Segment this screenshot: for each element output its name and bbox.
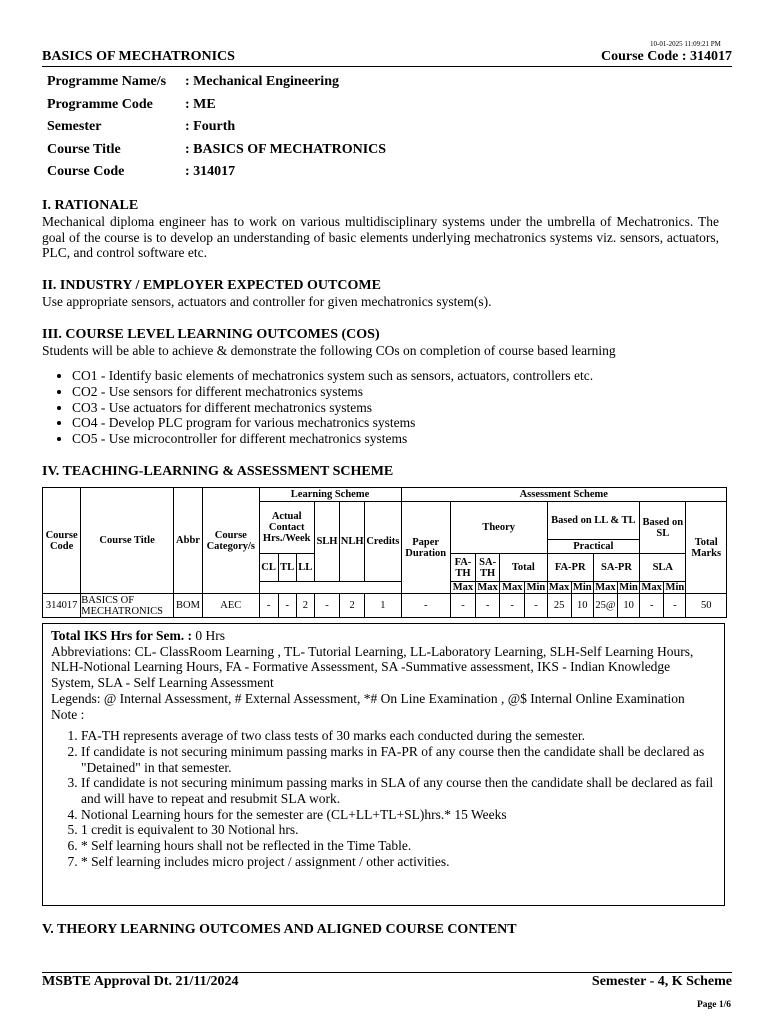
page-footer [42, 972, 732, 990]
timestamp: 10-01-2025 11:09:21 PM [650, 40, 721, 48]
footer-approval: MSBTE Approval Dt. 21/11/2024 [42, 974, 239, 989]
info-row [47, 94, 386, 117]
cos-intro: Students will be able to achieve & demonstrate the following COs on completion of course based learning [42, 343, 616, 358]
th-fa-th: FA-TH [450, 554, 475, 582]
cos-list [42, 368, 593, 447]
course-info [47, 71, 386, 184]
th-based-ll-tl: Based on LL & TL [547, 502, 640, 540]
industry-text: Use appropriate sensors, actuators and controller for given mechatronics system(s). [42, 294, 492, 309]
th-ll: LL [296, 554, 314, 582]
iks-label: Total IKS Hrs for Sem. : [51, 628, 193, 643]
co-item: • CO2 - Use sensors for different mechatronics systems [72, 384, 593, 400]
cell: - [664, 594, 686, 618]
info-key: Course Code [47, 164, 125, 180]
co-item: • CO3 - Use actuators for different mechatronics systems [72, 400, 593, 416]
abbreviations: Abbreviations: CL- ClassRoom Learning , TL- Tutorial Learning, LL-Laboratory Learning, SLH-Self Learning Hours, NLH-Notional Learning Hours, FA - Formative Assessment, SA -Summative assessment, IKS - Indian Knowledge System, SLA - Self Learning Assessment [51, 643, 694, 691]
note-item: 4. Notional Learning hours for the semester are (CL+LL+TL+SL)hrs.* 15 Weeks [81, 807, 716, 823]
note-item: 5. 1 credit is equivalent to 30 Notional hrs. [81, 822, 716, 838]
cell: 25@ [593, 594, 617, 618]
th-max: Max [450, 582, 475, 594]
cell: 50 [686, 594, 727, 618]
cell: BASICS OF MECHATRONICS [81, 594, 174, 618]
th-learning-scheme: Learning Scheme [259, 488, 401, 502]
co-item: • CO4 - Develop PLC program for various mechatronics systems [72, 415, 593, 431]
th-min: Min [572, 582, 592, 593]
th-paper-duration: Paper Duration [401, 502, 450, 594]
info-key: Course Title [47, 141, 121, 157]
section-scheme-title: IV. TEACHING-LEARNING & ASSESSMENT SCHEME [42, 464, 394, 479]
th-assessment-scheme: Assessment Scheme [401, 488, 726, 502]
notes-box [42, 623, 725, 906]
scheme-table [42, 487, 727, 618]
th-based-sl: Based on SL [640, 502, 686, 554]
note-label: Note : [51, 706, 85, 722]
cell: - [314, 594, 339, 618]
th-blank [259, 582, 401, 594]
th-tl: TL [278, 554, 296, 582]
info-row [47, 161, 386, 184]
cell: - [500, 594, 525, 618]
th-abbr: Abbr [173, 488, 202, 594]
note-item: 2. If candidate is not securing minimum passing marks in FA-PR of any course then the candidate shall be declared as "Detained" in that semester. [81, 744, 716, 775]
th-min: Min [665, 582, 685, 593]
info-row [47, 116, 386, 139]
cell: 2 [296, 594, 314, 618]
iks-value: 0 Hrs [192, 628, 226, 643]
th-max: Max [595, 582, 616, 593]
header-course-name: BASICS OF MECHATRONICS [42, 49, 235, 64]
note-item: 3. If candidate is not securing minimum passing marks in SLA of any course then the candidate shall be declared as fail and will have to repeat and resubmit SLA work. [81, 775, 716, 806]
info-key: Programme Code [47, 96, 153, 112]
th-sla: SLA [640, 554, 686, 582]
info-value: : 314017 [185, 164, 236, 180]
th-course-title: Course Title [81, 488, 174, 594]
rationale-text: Mechanical diploma engineer has to work on various multidisciplinary systems under the umbrella of Mechatronics. The goal of the course is to develop an understanding of basic elements underlying mechatronics systems viz. sensors, actuators, PLC, and control software etc. [42, 214, 719, 261]
th-max: Max [641, 582, 662, 593]
th-fa-pr: FA-PR [547, 554, 593, 582]
th-sa-th: SA-TH [476, 554, 500, 582]
th-total-marks: Total Marks [686, 502, 727, 594]
info-value: : BASICS OF MECHATRONICS [185, 141, 387, 157]
th-slh: SLH [314, 502, 339, 582]
notes-list [51, 728, 716, 869]
page-header [42, 49, 732, 67]
section-industry-title: II. INDUSTRY / EMPLOYER EXPECTED OUTCOME [42, 278, 381, 293]
cell: - [259, 594, 278, 618]
th-nlh: NLH [340, 502, 365, 582]
note-item: 1. FA-TH represents average of two class tests of 30 marks each conducted during the semester. [81, 728, 716, 744]
th-max: Max [548, 582, 570, 593]
th-theory: Theory [450, 502, 547, 554]
th-course-code: Course Code [43, 488, 81, 594]
section-theory-title: V. THEORY LEARNING OUTCOMES AND ALIGNED COURSE CONTENT [42, 922, 517, 937]
cell: 10 [571, 594, 593, 618]
info-key: Programme Name/s [47, 74, 167, 90]
note-item: 6. * Self learning hours shall not be reflected in the Time Table. [81, 838, 716, 854]
cell: 25 [547, 594, 571, 618]
cell: - [278, 594, 296, 618]
th-credits: Credits [365, 502, 401, 582]
th-total: Total [500, 554, 547, 582]
th-sa-pr: SA-PR [593, 554, 639, 582]
th-practical: Practical [547, 540, 640, 554]
cell: - [401, 594, 450, 618]
footer-semester: Semester - 4, K Scheme [591, 974, 732, 989]
cell: 10 [617, 594, 639, 618]
co-item: • CO5 - Use microcontroller for different mechatronics systems [72, 431, 593, 447]
cell: - [476, 594, 500, 618]
th-min: Min [619, 582, 638, 593]
iks-line [51, 628, 716, 644]
cell: 1 [365, 594, 401, 618]
legends: Legends: @ Internal Assessment, # External Assessment, *# On Line Examination , @$ Internal Online Examination [51, 690, 685, 706]
info-value: : Fourth [185, 119, 236, 135]
info-value: : ME [185, 96, 216, 112]
info-value: : Mechanical Engineering [185, 74, 339, 90]
th-max: Max [500, 582, 525, 594]
th-max: Max [477, 582, 498, 593]
header-course-code: Course Code : 314017 [600, 49, 732, 64]
cell: 2 [340, 594, 365, 618]
info-row [47, 71, 386, 94]
th-actual-contact: Actual Contact Hrs./Week [259, 502, 314, 554]
cell: - [640, 594, 664, 618]
section-cos-title: III. COURSE LEVEL LEARNING OUTCOMES (COS) [42, 327, 380, 342]
th-min: Min [526, 582, 546, 593]
th-cl: CL [259, 554, 278, 582]
cell: - [525, 594, 547, 618]
table-row [43, 594, 727, 618]
section-rationale-title: I. RATIONALE [42, 198, 139, 213]
th-category: Course Category/s [203, 488, 259, 594]
info-key: Semester [47, 119, 102, 135]
cell: AEC [203, 594, 259, 618]
co-item: • CO1 - Identify basic elements of mechatronics system such as sensors, actuators, controllers etc. [72, 368, 593, 384]
info-row [47, 139, 386, 162]
cell: - [450, 594, 475, 618]
cell: BOM [173, 594, 202, 618]
page-number: Page 1/6 [697, 1000, 732, 1010]
cell: 314017 [43, 594, 81, 618]
note-item: 7. * Self learning includes micro project / assignment / other activities. [81, 854, 716, 870]
